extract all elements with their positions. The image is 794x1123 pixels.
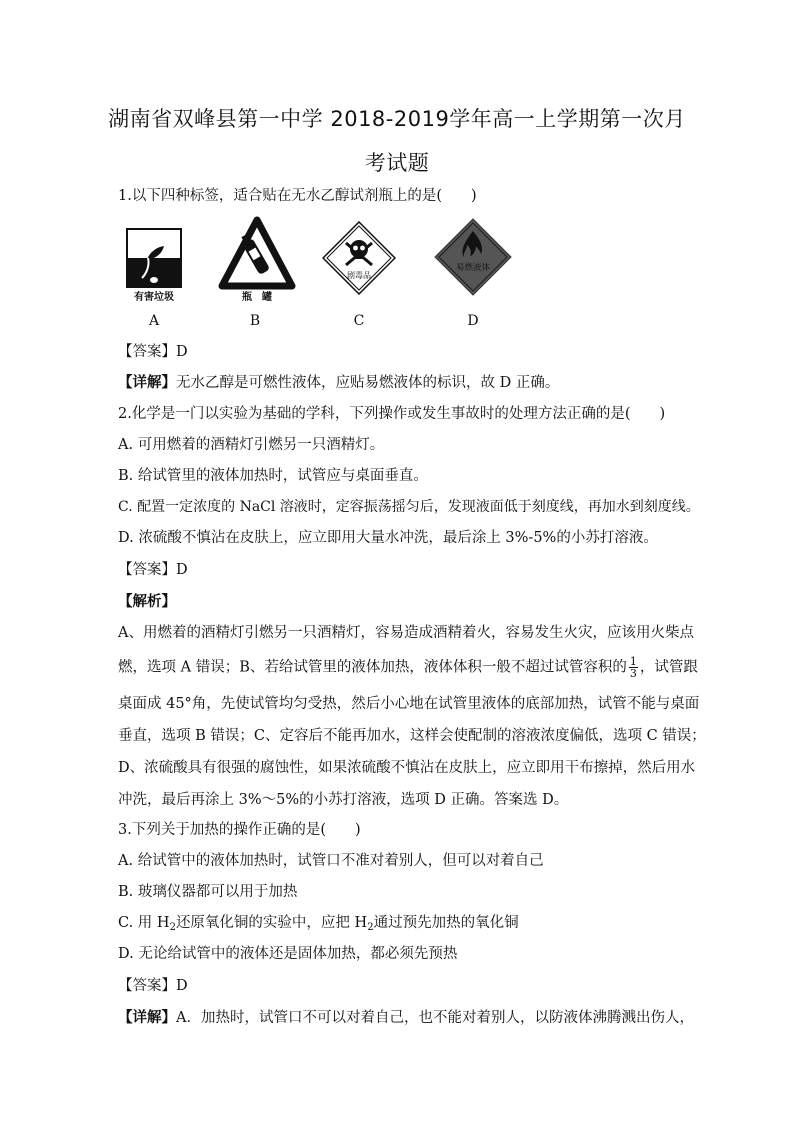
label-c-caption: 剧毒品 (347, 271, 371, 280)
fraction-denominator: 3 (629, 667, 637, 680)
option-letter-c: C (353, 313, 365, 329)
option-letter-a: A (148, 313, 160, 329)
q3-stem: 3.下列关于加热的操作正确的是( ) (118, 822, 361, 838)
skull-crossbones-icon (322, 221, 396, 295)
q2-analysis-head: 【解析】 (118, 593, 176, 610)
q2-option-a: A. 可用燃着的酒精灯引燃另一只酒精灯。 (118, 437, 385, 453)
fraction-one-third (629, 656, 638, 679)
recycle-bottle-icon (218, 216, 296, 304)
q2-option-d: D. 浓硫酸不慎沾在皮肤上，应立即用大量水冲洗，最后涂上 3%-5%的小苏打溶液。 (118, 530, 658, 546)
flame-icon (434, 218, 512, 296)
q3-option-c-pre: C. 用 H (118, 915, 170, 931)
q3-option-c-sub1: 2 (169, 922, 176, 933)
q2-analysis-line1: A、用燃着的酒精灯引燃另一只酒精灯，容易造成酒精着火，容易发生火灾，应该用火柴点 (118, 625, 694, 641)
q2-analysis-line2a: 燃，选项 A 错误；B、若给试管里的液体加热，液体体积一般不超过试管容积的 (118, 659, 627, 676)
q2-analysis-line3: 桌面成 45°角，先使试管均匀受热，然后小心地在试管里液体的底部加热，试管不能与桌面 (118, 696, 700, 712)
q2-analysis-line6: 冲洗，最后再涂上 3%～5%的小苏打溶液，选项 D 正确。答案选 D。 (118, 792, 569, 808)
label-d-caption: 易燃液体 (455, 263, 491, 273)
q1-detail-body: 无水乙醇是可燃性液体，应贴易燃液体的标识，故 D 正确。 (176, 375, 560, 391)
q3-option-c-post: 通过预先加热的氧化铜 (373, 915, 519, 931)
label-a-caption: 有害垃圾 (134, 292, 174, 303)
q3-option-d: D. 无论给试管中的液体还是固体加热，都必须先预热 (118, 946, 458, 962)
label-b-caption: 瓶 罐 (242, 292, 272, 303)
exam-title-line1: 湖南省双峰县第一中学 2018-2019学年高一上学期第一次月 (108, 107, 686, 131)
label-d-flammable-liquid (434, 218, 512, 296)
q2-answer: 【答案】D (118, 562, 188, 578)
q3-option-c-sub2: 2 (367, 922, 374, 933)
q1-stem: 1.以下四种标签，适合贴在无水乙醇试剂瓶上的是( ) (118, 188, 477, 204)
fraction-numerator: 1 (629, 655, 637, 668)
option-letter-b: B (249, 313, 261, 329)
label-c-highly-toxic (322, 221, 396, 295)
q3-detail (118, 1008, 694, 1028)
q3-option-c-mid: 还原氧化铜的实验中，应把 H (175, 915, 368, 931)
q2-analysis-line2b: ，试管跟 (639, 659, 698, 676)
q2-analysis-line5: D、浓硫酸具有很强的腐蚀性，如果浓硫酸不慎沾在皮肤上，应立即用干布擦掉，然后用水 (118, 760, 696, 776)
q3-detail-body: A．加热时，试管口不可以对着自己，也不能对着别人，以防液体沸腾溅出伤人， (176, 1010, 694, 1026)
exam-title-line2: 考试题 (364, 151, 430, 175)
q3-option-b: B. 玻璃仪器都可以用于加热 (118, 884, 298, 900)
q1-detail (118, 373, 683, 393)
q2-stem: 2.化学是一门以实验为基础的学科，下列操作或发生事故时的处理方法正确的是( ) (118, 406, 666, 422)
q2-analysis-line4: 垂直，选项 B 错误；C、定容后不能再加水，这样会使配制的溶液浓度偏低，选项 C 错误； (118, 728, 706, 744)
option-letter-d: D (467, 313, 479, 329)
q2-analysis-line2 (118, 655, 698, 680)
label-b-bottles-cans (218, 216, 296, 304)
q3-detail-head: 【详解】 (118, 1009, 176, 1026)
q2-option-c: C. 配置一定浓度的 NaCl 溶液时，定容振荡摇匀后，发现液面低于刻度线，再加水到刻度线。 (118, 499, 700, 515)
q3-option-c (118, 913, 683, 933)
q2-option-b: B. 给试管里的液体加热时，试管应与桌面垂直。 (118, 468, 428, 484)
q1-detail-head: 【详解】 (118, 374, 176, 391)
q3-answer: 【答案】D (118, 978, 188, 994)
label-a-harmful-waste (124, 228, 184, 304)
q3-option-a: A. 给试管中的液体加热时，试管口不准对着别人，但可以对着自己 (118, 853, 544, 869)
harmful-waste-icon (124, 228, 184, 304)
q1-answer: 【答案】D (118, 344, 188, 360)
